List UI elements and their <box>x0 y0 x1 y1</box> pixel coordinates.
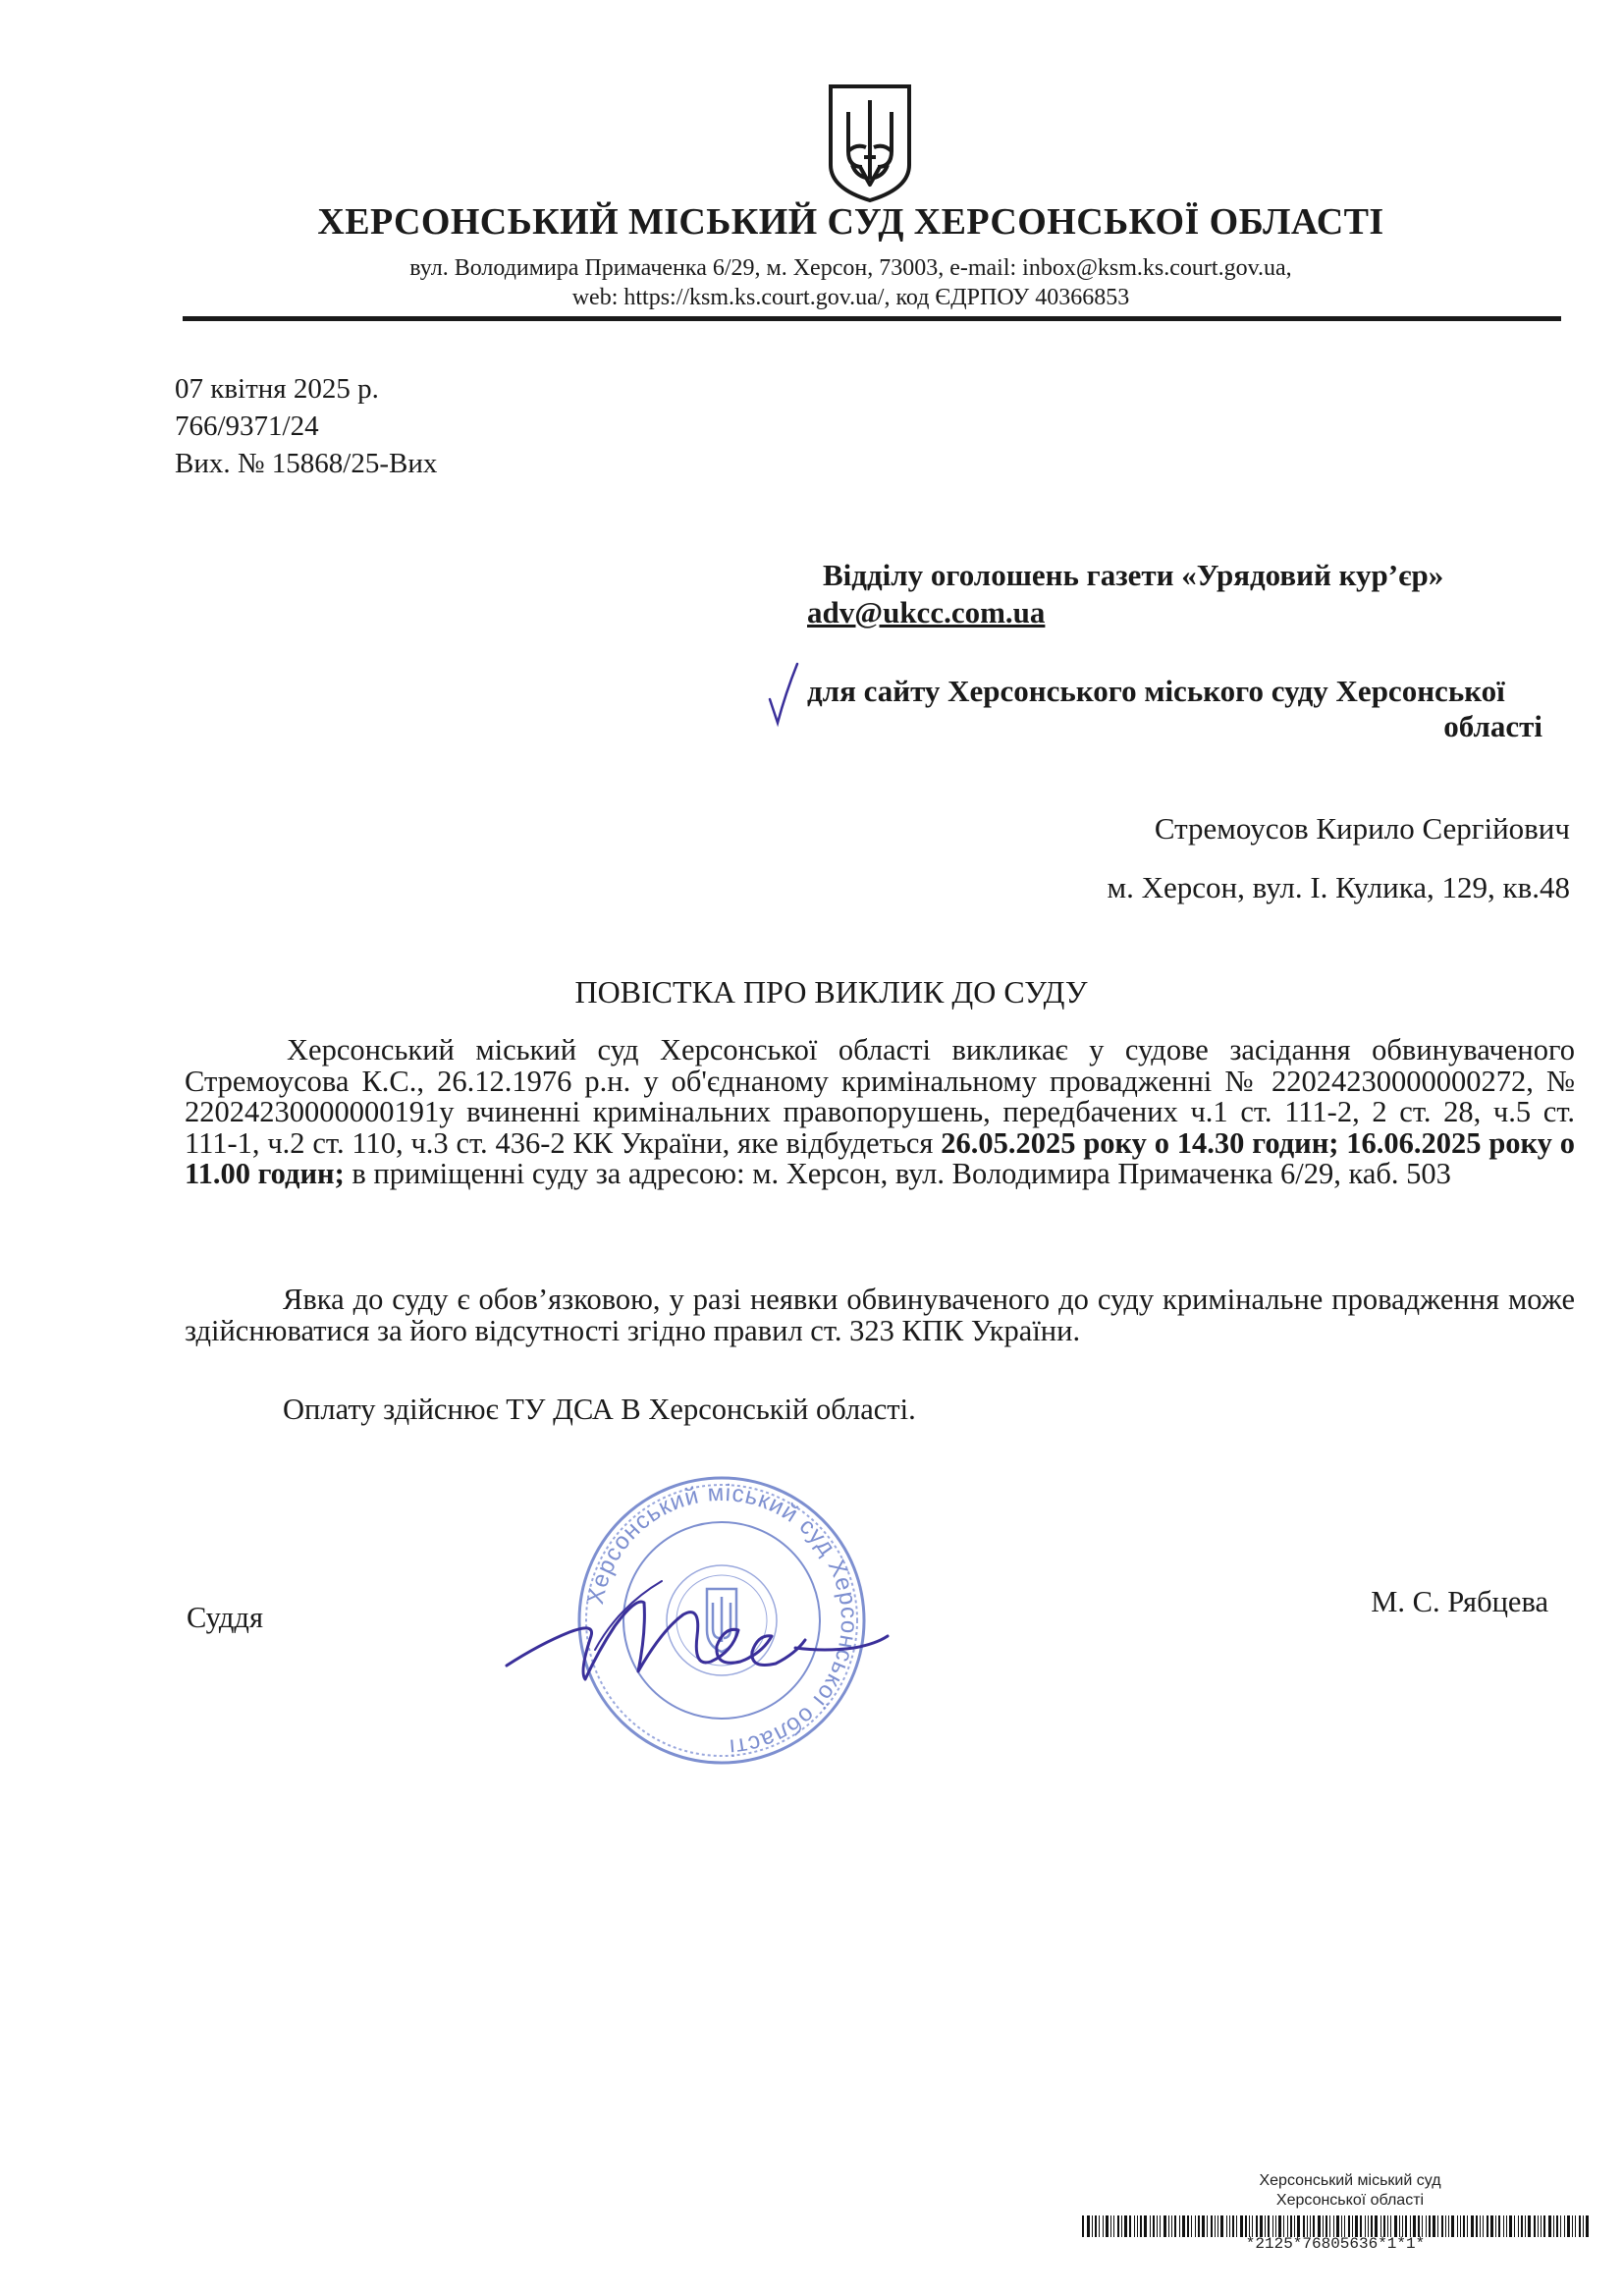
barcode-bar <box>1467 2215 1468 2237</box>
barcode-bar <box>1106 2215 1109 2237</box>
summons-text-end: в приміщенні суду за адресою: м. Херсон, вул. Володимира Примаченка 6/29, каб. 503 <box>344 1157 1451 1190</box>
barcode-bar <box>1129 2215 1131 2237</box>
barcode-bar <box>1290 2215 1292 2237</box>
barcode-bar <box>1410 2215 1411 2237</box>
barcode-bar <box>1229 2215 1230 2237</box>
header-divider <box>183 316 1561 321</box>
barcode-bar <box>1399 2215 1400 2237</box>
barcode-bar <box>1509 2215 1512 2237</box>
barcode-label-court: Херсонський міський суд <box>1259 2172 1441 2189</box>
barcode-bar <box>1163 2215 1166 2237</box>
barcode-bar <box>1191 2215 1192 2237</box>
summons-text: Херсонський міський суд Херсонської області викликає у судове засідання обвинуваченого Стремоусова К.С., 26.12.1976 р.н. у об'єднаному кримінальному провадженні № 22024230000000272, № 22024230000000191у вчиненні кримінальних правопорушень, передбачених ч.1 ст. 111-2, 2 ст. 28, ч.5 ст. 111-1, ч.2 ст. 110, ч.3 ст. 436-2 КК України, яке відбудеться <box>185 1033 1575 1160</box>
barcode-bar <box>1480 2215 1481 2237</box>
barcode-bar <box>1375 2215 1378 2237</box>
barcode-bar <box>1215 2215 1216 2237</box>
case-number: 766/9371/24 <box>175 410 319 442</box>
barcode-bar <box>1422 2215 1423 2237</box>
barcode-bar <box>1150 2215 1151 2237</box>
barcode-bar <box>1140 2215 1142 2237</box>
barcode-bar <box>1441 2215 1443 2237</box>
barcode-bar <box>1534 2215 1536 2237</box>
barcode-bar <box>1137 2215 1138 2237</box>
barcode-bar <box>1303 2215 1305 2237</box>
barcode-bar <box>1506 2215 1507 2237</box>
barcode-bar <box>1245 2215 1247 2237</box>
barcode-bar <box>1307 2215 1308 2237</box>
barcode-bar <box>1113 2215 1114 2237</box>
recipient-newspaper: Відділу оголошень газети «Урядовий кур’єр» <box>823 558 1444 592</box>
barcode-bar <box>1236 2215 1237 2237</box>
barcode-bar <box>1463 2215 1465 2237</box>
barcode-bar <box>1518 2215 1519 2237</box>
barcode-bar <box>1579 2215 1581 2237</box>
signer-role: Суддя <box>187 1601 263 1634</box>
barcode-bar <box>1198 2215 1200 2237</box>
addressee-address: м. Херсон, вул. І. Кулика, 129, кв.48 <box>1107 870 1570 904</box>
barcode-bar <box>1211 2215 1213 2237</box>
document-date: 07 квітня 2025 р. <box>175 373 379 405</box>
document-title: ПОВІСТКА ПРО ВИКЛИК ДО СУДУ <box>574 974 1088 1010</box>
barcode-bar <box>1278 2215 1281 2237</box>
barcode-bar <box>1336 2215 1339 2237</box>
addressee-name: Стремоусов Кирило Сергійович <box>1154 811 1570 846</box>
document-barcode <box>1082 2215 1589 2237</box>
barcode-bar <box>1168 2215 1169 2237</box>
barcode-bar <box>1226 2215 1227 2237</box>
outgoing-number: Вих. № 15868/25-Вих <box>175 448 438 479</box>
barcode-bar <box>1171 2215 1172 2237</box>
barcode-bar <box>1283 2215 1284 2237</box>
barcode-bar <box>1110 2215 1111 2237</box>
barcode-bar <box>1240 2215 1243 2237</box>
barcode-bar <box>1202 2215 1205 2237</box>
payment-paragraph: Оплату здійснює ТУ ДСА В Херсонській області. <box>283 1393 916 1426</box>
barcode-bar <box>1365 2215 1366 2237</box>
barcode-label-region: Херсонської області <box>1275 2192 1425 2209</box>
barcode-bar <box>1437 2215 1438 2237</box>
barcode-bar <box>1445 2215 1446 2237</box>
barcode-bar <box>1380 2215 1381 2237</box>
barcode-bar <box>1099 2215 1100 2237</box>
barcode-bar <box>1144 2215 1147 2237</box>
barcode-bar <box>1476 2215 1478 2237</box>
barcode-bar <box>1268 2215 1270 2237</box>
barcode-bar <box>1553 2215 1554 2237</box>
barcode-bar <box>1572 2215 1573 2237</box>
barcode-bar <box>1498 2215 1500 2237</box>
barcode-bar <box>1548 2215 1551 2237</box>
barcode-bar <box>1503 2215 1504 2237</box>
barcode-bar <box>1087 2215 1090 2237</box>
barcode-bar <box>1117 2215 1119 2237</box>
hearing-dates: 26.05.2025 року о 14.30 годин; 16.06.2025 року о 11.00 годин; <box>185 1125 1575 1190</box>
barcode-bar <box>1541 2215 1542 2237</box>
barcode-bar <box>1371 2215 1373 2237</box>
barcode-bar <box>1187 2215 1189 2237</box>
barcode-bar <box>1543 2215 1545 2237</box>
barcode-bar <box>1260 2215 1263 2237</box>
barcode-bar <box>1490 2215 1493 2237</box>
svg-text:Херсонський міський суд Херсон: Херсонський міський суд Херсонської області <box>582 1479 863 1761</box>
barcode-bar <box>1352 2215 1353 2237</box>
barcode-bar <box>1528 2215 1531 2237</box>
barcode-bar <box>1390 2215 1391 2237</box>
barcode-bar <box>1394 2215 1397 2237</box>
barcode-bar <box>1265 2215 1266 2237</box>
barcode-bar <box>1207 2215 1208 2237</box>
court-web-line: web: https://ksm.ks.court.gov.ua/, код ЄДРПОУ 40366853 <box>571 285 1130 310</box>
barcode-bar <box>1103 2215 1104 2237</box>
barcode-bar <box>1471 2215 1474 2237</box>
barcode-bar <box>1487 2215 1488 2237</box>
barcode-bar <box>1195 2215 1196 2237</box>
barcode-bar <box>1179 2215 1180 2237</box>
barcode-bar <box>1429 2215 1431 2237</box>
barcode-bar <box>1310 2215 1311 2237</box>
barcode-bar <box>1124 2215 1127 2237</box>
barcode-number: *2125*76805636*1*1* <box>1245 2235 1426 2253</box>
barcode-bar <box>1252 2215 1253 2237</box>
barcode-bar <box>1457 2215 1458 2237</box>
barcode-bar <box>1121 2215 1122 2237</box>
barcode-bar <box>1232 2215 1234 2237</box>
barcode-bar <box>1383 2215 1385 2237</box>
barcode-bar <box>1387 2215 1388 2237</box>
barcode-bar <box>1426 2215 1427 2237</box>
court-address-line: вул. Володимира Примаченка 6/29, м. Херсон, 73003, e-mail: inbox@ksm.ks.court.gov.ua, <box>409 255 1292 281</box>
barcode-bar <box>1402 2215 1403 2237</box>
barcode-bar <box>1586 2215 1589 2237</box>
barcode-bar <box>1560 2215 1561 2237</box>
barcode-bar <box>1348 2215 1350 2237</box>
barcode-bar <box>1433 2215 1435 2237</box>
barcode-bar <box>1514 2215 1515 2237</box>
barcode-bar <box>1451 2215 1454 2237</box>
barcode-bar <box>1538 2215 1539 2237</box>
barcode-bar <box>1368 2215 1369 2237</box>
judge-signature <box>501 1542 893 1699</box>
barcode-bar <box>1344 2215 1345 2237</box>
barcode-bar <box>1460 2215 1461 2237</box>
barcode-bar <box>1323 2215 1324 2237</box>
attendance-paragraph: Явка до суду є обов’язковою, у разі неявки обвинуваченого до суду кримінальне провадження може здійснюватися за його відсутності згідно правил ст. 323 КПК України. <box>185 1283 1575 1347</box>
barcode-bar <box>1275 2215 1276 2237</box>
barcode-bar <box>1525 2215 1526 2237</box>
barcode-bar <box>1567 2215 1570 2237</box>
barcode-bar <box>1220 2215 1223 2237</box>
coat-of-arms-emblem <box>827 82 913 204</box>
barcode-bar <box>1329 2215 1330 2237</box>
barcode-bar <box>1092 2215 1093 2237</box>
barcode-bar <box>1341 2215 1342 2237</box>
barcode-bar <box>1287 2215 1288 2237</box>
barcode-bar <box>1249 2215 1250 2237</box>
barcode-bar <box>1521 2215 1523 2237</box>
court-name-heading: ХЕРСОНСЬКИЙ МІСЬКИЙ СУД ХЕРСОНСЬКОЇ ОБЛАСТІ <box>317 201 1384 243</box>
barcode-bar <box>1217 2215 1218 2237</box>
barcode-bar <box>1418 2215 1420 2237</box>
barcode-bar <box>1575 2215 1576 2237</box>
barcode-bar <box>1256 2215 1258 2237</box>
barcode-bar <box>1333 2215 1334 2237</box>
barcode-bar <box>1355 2215 1358 2237</box>
barcode-bar <box>1160 2215 1161 2237</box>
barcode-bar <box>1095 2215 1097 2237</box>
barcode-bar <box>1313 2215 1315 2237</box>
barcode-bar <box>1174 2215 1176 2237</box>
barcode-bar <box>1483 2215 1484 2237</box>
barcode-bar <box>1405 2215 1407 2237</box>
recipient-court-site-cont: області <box>1443 709 1542 743</box>
barcode-bar <box>1413 2215 1416 2237</box>
barcode-bar <box>1272 2215 1273 2237</box>
recipient-court-site: для сайту Херсонського міського суду Херсонської <box>807 674 1505 708</box>
handwritten-check-mark <box>766 660 801 729</box>
barcode-bar <box>1564 2215 1565 2237</box>
barcode-bar <box>1182 2215 1185 2237</box>
barcode-bar <box>1294 2215 1295 2237</box>
barcode-bar <box>1157 2215 1158 2237</box>
barcode-bar <box>1134 2215 1135 2237</box>
barcode-bar <box>1325 2215 1327 2237</box>
barcode-bar <box>1082 2215 1084 2237</box>
barcode-bar <box>1495 2215 1496 2237</box>
barcode-bar <box>1583 2215 1584 2237</box>
barcode-bar <box>1360 2215 1362 2237</box>
barcode-bar <box>1448 2215 1449 2237</box>
recipient-email-link[interactable]: adv@ukcc.com.ua <box>807 595 1046 629</box>
barcode-bar <box>1297 2215 1300 2237</box>
barcode-bar <box>1318 2215 1321 2237</box>
summons-paragraph <box>185 1035 1575 1190</box>
barcode-bar <box>1556 2215 1558 2237</box>
barcode-bar <box>1153 2215 1155 2237</box>
judge-name: М. С. Рябцева <box>1371 1585 1548 1618</box>
